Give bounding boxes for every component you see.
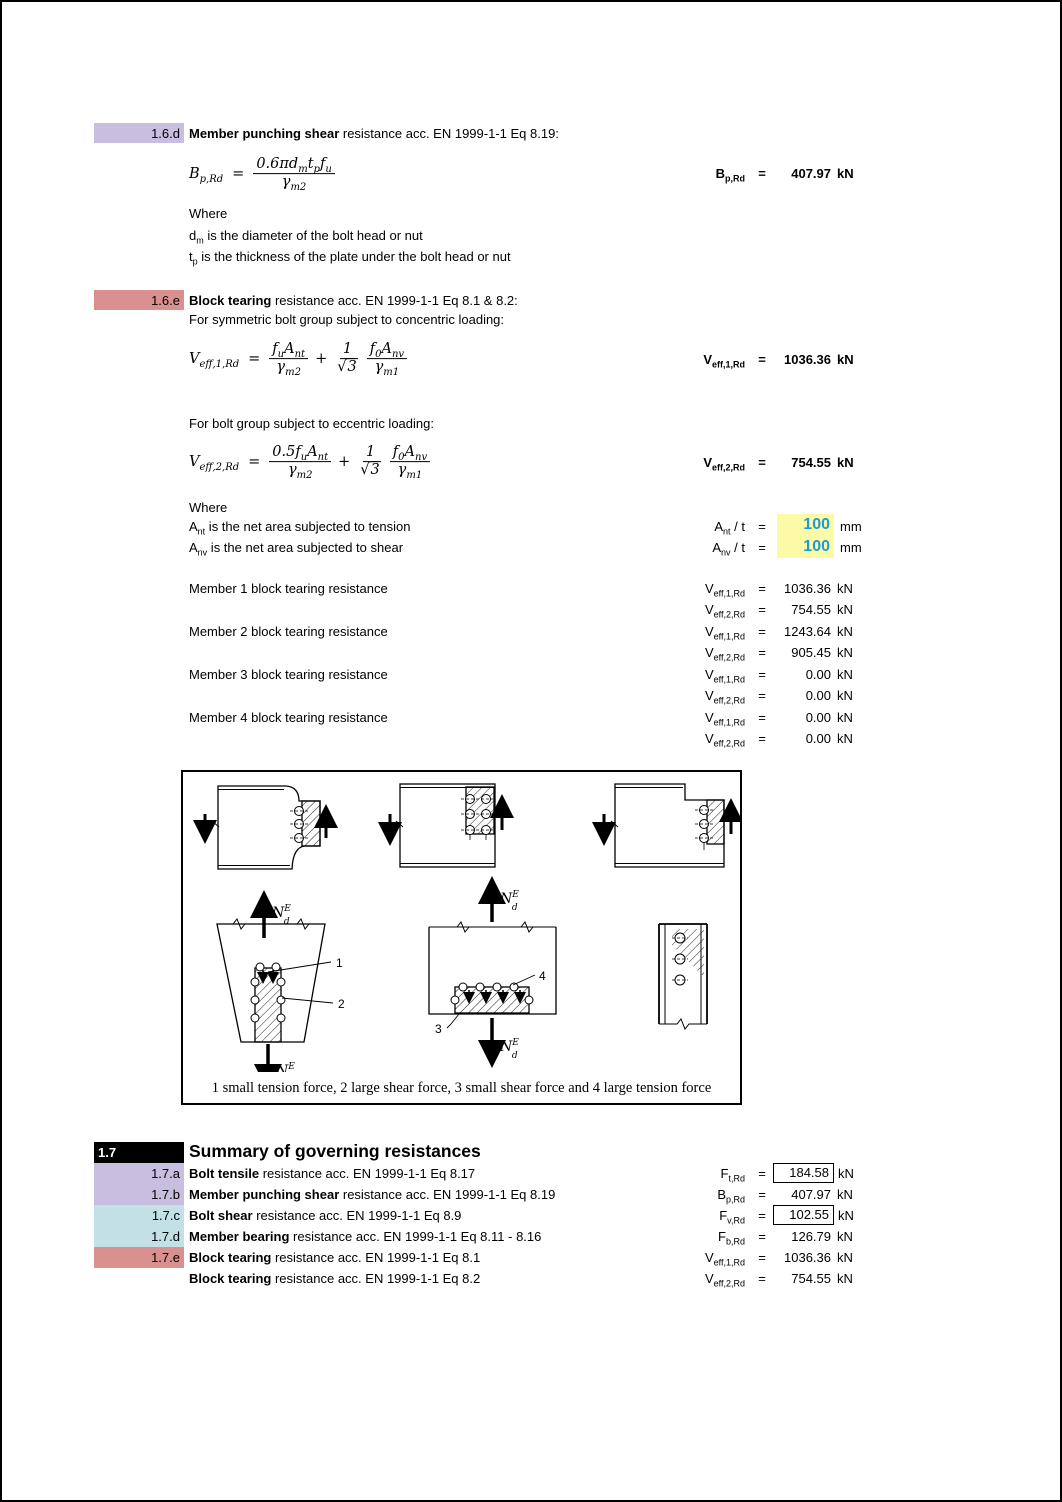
result-symbol: $F_{v,Rd}$ bbox=[719, 1208, 745, 1226]
calculation-sheet: 1.6.d Member punching shear resistance acc. EN 1999-1-1 Eq 8.19: $B_{p,Rd}$ = $\frac{0.6\pi d_mt_pf_u}{\gamma_{m2}}$ $B_{p,Rd}$ = 407.97 kN Where $d_m$ is the diameter of the bolt head or nut $t_p$ is the thickness of the plate under the bolt head or nut 1.6.e Block tearing resistance acc. EN 1999-1-1 Eq 8.1 & 8.2: For symmetric bolt group subject to concentric loading: $V_{eff,1,Rd}$ = $\frac{f_uA_{nt}}{\gamma_{m2}}$ + $\frac{1}{√3}$ $\frac{f_0A_{nv}}{\gamma_{m1}}$ $V_{eff,1,Rd}$ = 1036.36 kN For bolt group subject to eccentric loading: $V_{eff,2,Rd}$ = $\frac{0.5f_uA_{nt}}{\gamma_{m2}}$ + $\frac{1}{√3}$ $\frac{f_0A_{nv}}{\gamma_{m1}}$ $V_{eff,2,Rd}$ = 754.55 kN Where $A_{nt}$ is the net area subjected to tension $A_{nt}$ / t = 100 mm $A_{nv}$ is the net area subjected to shear $A_{nv}$ / t = 100 mm Member 1 block tearing resistance $V_{eff,1,Rd}$ = 1036.36 kN $V_{eff,2,Rd}$ = 754.55 kN Member 2 block tearing resistance $V_{eff,1,Rd}$ = 1243.64 kN $V_{eff,2,Rd}$ = 905.45 kN Member 3 block tearing resistance $V_{eff,1,Rd}$ = 0.00 kN $V_{eff,2,Rd}$ = 0.00 kN Member 4 block tearing resistance $V_{eff,1,Rd}$ = 0.00 kN $V_{eff,2,Rd}$ = 0.00 kN 1 2 $N^E$ d $N^E$ 4 3 $N^E$ d $N^E$ d 1 small tension force, 2 large shear force, 3 small shear force and 4 large tension force 1.7 Summary of governing resistances 1.7.a Bolt tensile resistance acc. EN 1999-1-1 Eq 8.17 $F_{t,Rd}$ = 184.58 kN 1.7.b Member punching shear resistance acc. EN 1999-1-1 Eq 8.19 $B_{p,Rd}$ = 407.97 kN 1.7.c Bolt shear resistance acc. EN 1999-1-1 Eq 8.9 $F_{v,Rd}$ = 102.55 kN 1.7.d Member bearing resistance acc. EN 1999-1-1 Eq 8.11 - 8.16 $F_{b,Rd}$ = 126.79 kN 1.7.e Block tearing resistance acc. EN 1999-1-1 Eq 8.1 $V_{eff,1,Rd}$ = 1036.36 kN Block tearing resistance acc. EN 1999-1-1 Eq 8.2 $V_{eff,2,Rd}$ = 754.55 kN bbox=[0, 0, 1062, 1502]
result-unit: kN bbox=[837, 1187, 853, 1202]
input-unit: mm bbox=[840, 540, 862, 555]
formula-veff1: $V_{eff,1,Rd}$ = $\frac{f_uA_{nt}}{\gamma_{m2}}$ + $\frac{1}{√3}$ $\frac{f_0A_{nv}}{\gamma_{m1}}$ bbox=[189, 341, 407, 377]
diagram-gusset bbox=[217, 904, 333, 1072]
result-value: 1036.36 bbox=[784, 352, 831, 367]
result-unit: kN bbox=[837, 710, 853, 725]
definition-tp: $t_p$ is the thickness of the plate under the bolt head or nut bbox=[189, 249, 511, 267]
row-label: Member bearing resistance acc. EN 1999-1-1 Eq 8.11 - 8.16 bbox=[189, 1229, 542, 1244]
section-number: 1.6.e bbox=[151, 293, 180, 308]
result-value: 754.55 bbox=[791, 1271, 831, 1286]
result-symbol: $V_{eff,2,Rd}$ bbox=[704, 602, 745, 620]
input-value: 100 bbox=[803, 516, 830, 533]
member-label: Member 3 block tearing resistance bbox=[189, 667, 388, 682]
result-symbol: $V_{eff,1,Rd}$ bbox=[704, 710, 745, 728]
result-value: 407.97 bbox=[791, 166, 831, 181]
input-value: 100 bbox=[803, 538, 830, 555]
result-unit: kN bbox=[837, 624, 853, 639]
result-symbol: $V_{eff,1,Rd}$ bbox=[704, 667, 745, 685]
governing-value-box bbox=[773, 1205, 834, 1225]
result-value: 1243.64 bbox=[784, 624, 831, 639]
result-value: 754.55 bbox=[791, 455, 831, 470]
callout-3: 3 bbox=[435, 1022, 442, 1036]
block-tearing-diagrams bbox=[183, 772, 740, 1072]
result-symbol: $V_{eff,2,Rd}$ bbox=[704, 645, 745, 663]
row-number: 1.7.b bbox=[151, 1187, 180, 1202]
result-value: 905.45 bbox=[791, 645, 831, 660]
row-number: 1.7.a bbox=[151, 1166, 180, 1181]
result-unit: kN bbox=[837, 166, 854, 181]
force-label-nd: $N^E$ bbox=[276, 1062, 295, 1072]
result-symbol: $V_{eff,1,Rd}$ bbox=[704, 1250, 745, 1268]
result-symbol: $V_{eff,2,Rd}$ bbox=[704, 688, 745, 706]
result-unit: kN bbox=[837, 667, 853, 682]
callout-4: 4 bbox=[539, 969, 546, 983]
summary-section-number: 1.7 bbox=[94, 1142, 184, 1163]
definition-anv: $A_{nv}$ is the net area subjected to shear bbox=[189, 540, 404, 558]
result-unit: kN bbox=[837, 1250, 853, 1265]
member-label: Member 4 block tearing resistance bbox=[189, 710, 388, 725]
row-number: 1.7.c bbox=[151, 1208, 180, 1223]
result-symbol: $B_{p,Rd}$ bbox=[717, 1187, 745, 1205]
result-unit: kN bbox=[837, 352, 854, 367]
result-value: 407.97 bbox=[791, 1187, 831, 1202]
result-unit: kN bbox=[837, 688, 853, 703]
where-label: Where bbox=[189, 500, 228, 515]
callout-1: 1 bbox=[336, 956, 343, 970]
input-symbol: $A_{nv}$ / t bbox=[712, 540, 745, 558]
row-label: Bolt shear resistance acc. EN 1999-1-1 Eq 8.9 bbox=[189, 1208, 462, 1223]
force-label-nd: $N^E$ d bbox=[272, 904, 291, 927]
summary-row-block-tearing-2: Block tearing resistance acc. EN 1999-1-1 Eq 8.2 $V_{eff,2,Rd}$ = 754.55 kN bbox=[2, 1268, 1060, 1289]
block-tearing-figure bbox=[181, 770, 742, 1105]
result-unit: kN bbox=[837, 645, 853, 660]
force-label-nd: $N^E$ d bbox=[500, 1038, 519, 1061]
result-symbol: $V_{eff,1,Rd}$ bbox=[703, 352, 745, 370]
result-symbol: $V_{eff,1,Rd}$ bbox=[704, 581, 745, 599]
formula-veff2: $V_{eff,2,Rd}$ = $\frac{0.5f_uA_{nt}}{\gamma_{m2}}$ + $\frac{1}{√3}$ $\frac{f_0A_{nv}}{\gamma_{m1}}$ bbox=[189, 444, 430, 480]
member-label: Member 2 block tearing resistance bbox=[189, 624, 388, 639]
definition-ant: $A_{nt}$ is the net area subjected to tension bbox=[189, 519, 411, 537]
result-unit: kN bbox=[837, 455, 854, 470]
input-symbol: $A_{nt}$ / t bbox=[714, 519, 745, 537]
section-number: 1.6.d bbox=[151, 126, 180, 141]
result-value: 102.55 bbox=[789, 1207, 829, 1222]
result-row-veff1: $V_{eff,1,Rd}$ = 1036.36 kN bbox=[2, 350, 1060, 370]
row-number: 1.7.d bbox=[151, 1229, 180, 1244]
diagram-plate-3 bbox=[604, 784, 731, 867]
result-unit: kN bbox=[837, 1229, 853, 1244]
summary-row-bolt-tensile: 1.7.a Bolt tensile resistance acc. EN 1999-1-1 Eq 8.17 $F_{t,Rd}$ = 184.58 kN bbox=[2, 1163, 1060, 1184]
where-label: Where bbox=[189, 206, 228, 221]
section-title: Member punching shear resistance acc. EN 1999-1-1 Eq 8.19: bbox=[189, 126, 559, 141]
diagram-plate-4 bbox=[429, 890, 556, 1054]
diagram-member-section bbox=[659, 924, 707, 1029]
member-label: Member 1 block tearing resistance bbox=[189, 581, 388, 596]
result-value: 754.55 bbox=[791, 602, 831, 617]
row-label: Block tearing resistance acc. EN 1999-1-1 Eq 8.2 bbox=[189, 1271, 481, 1286]
force-label-nd: $N^E$ d bbox=[500, 890, 519, 913]
callout-2: 2 bbox=[338, 997, 345, 1011]
summary-row-member-bearing: 1.7.d Member bearing resistance acc. EN 1999-1-1 Eq 8.11 - 8.16 $F_{b,Rd}$ = 126.79 kN bbox=[2, 1226, 1060, 1247]
result-symbol: $F_{b,Rd}$ bbox=[718, 1229, 745, 1247]
row-label: Block tearing resistance acc. EN 1999-1-1 Eq 8.1 bbox=[189, 1250, 481, 1265]
result-value: 0.00 bbox=[805, 710, 831, 725]
summary-title: Summary of governing resistances bbox=[189, 1141, 481, 1161]
result-unit: kN bbox=[838, 1166, 854, 1181]
definition-dm: $d_m$ is the diameter of the bolt head or nut bbox=[189, 228, 423, 246]
row-label: Bolt tensile resistance acc. EN 1999-1-1 Eq 8.17 bbox=[189, 1166, 476, 1181]
result-row-veff2: $V_{eff,2,Rd}$ = 754.55 kN bbox=[2, 453, 1060, 473]
result-value: 126.79 bbox=[791, 1229, 831, 1244]
result-symbol: $V_{eff,2,Rd}$ bbox=[703, 455, 745, 473]
result-unit: kN bbox=[837, 731, 853, 746]
result-symbol: $V_{eff,2,Rd}$ bbox=[704, 1271, 745, 1289]
row-number: 1.7.e bbox=[151, 1250, 180, 1265]
result-value: 0.00 bbox=[805, 667, 831, 682]
figure-caption: 1 small tension force, 2 large shear force, 3 small shear force and 4 large tension force bbox=[211, 1080, 712, 1096]
row-label: Member punching shear resistance acc. EN 1999-1-1 Eq 8.19 bbox=[189, 1187, 556, 1202]
diagram-plate-1 bbox=[205, 786, 326, 869]
summary-row-punching-shear: 1.7.b Member punching shear resistance acc. EN 1999-1-1 Eq 8.19 $B_{p,Rd}$ = 407.97 kN bbox=[2, 1184, 1060, 1205]
result-value: 0.00 bbox=[805, 688, 831, 703]
result-value: 1036.36 bbox=[784, 581, 831, 596]
summary-row-bolt-shear: 1.7.c Bolt shear resistance acc. EN 1999-1-1 Eq 8.9 $F_{v,Rd}$ = 102.55 kN bbox=[2, 1205, 1060, 1226]
diagram-plate-2 bbox=[390, 784, 502, 867]
result-symbol: $B_{p,Rd}$ bbox=[715, 166, 745, 184]
formula-punching-shear: $B_{p,Rd}$ = $\frac{0.6\pi d_mt_pf_u}{\gamma_{m2}}$ bbox=[189, 156, 335, 192]
intro-eccentric: For bolt group subject to eccentric loading: bbox=[189, 416, 434, 431]
result-value: 1036.36 bbox=[784, 1250, 831, 1265]
result-unit: kN bbox=[838, 1208, 854, 1223]
result-value: 184.58 bbox=[789, 1165, 829, 1180]
input-unit: mm bbox=[840, 519, 862, 534]
result-value: 0.00 bbox=[805, 731, 831, 746]
result-unit: kN bbox=[837, 602, 853, 617]
intro-concentric: For symmetric bolt group subject to concentric loading: bbox=[189, 312, 505, 327]
result-symbol: $F_{t,Rd}$ bbox=[720, 1166, 745, 1184]
result-unit: kN bbox=[837, 581, 853, 596]
result-row-bprd: $B_{p,Rd}$ = 407.97 kN bbox=[2, 164, 1060, 184]
governing-value-box bbox=[773, 1163, 834, 1183]
result-unit: kN bbox=[837, 1271, 853, 1286]
result-symbol: $V_{eff,2,Rd}$ bbox=[704, 731, 745, 749]
result-symbol: $V_{eff,1,Rd}$ bbox=[704, 624, 745, 642]
section-title: Block tearing resistance acc. EN 1999-1-1 Eq 8.1 & 8.2: bbox=[189, 293, 518, 308]
summary-row-block-tearing-1: 1.7.e Block tearing resistance acc. EN 1999-1-1 Eq 8.1 $V_{eff,1,Rd}$ = 1036.36 kN bbox=[2, 1247, 1060, 1268]
